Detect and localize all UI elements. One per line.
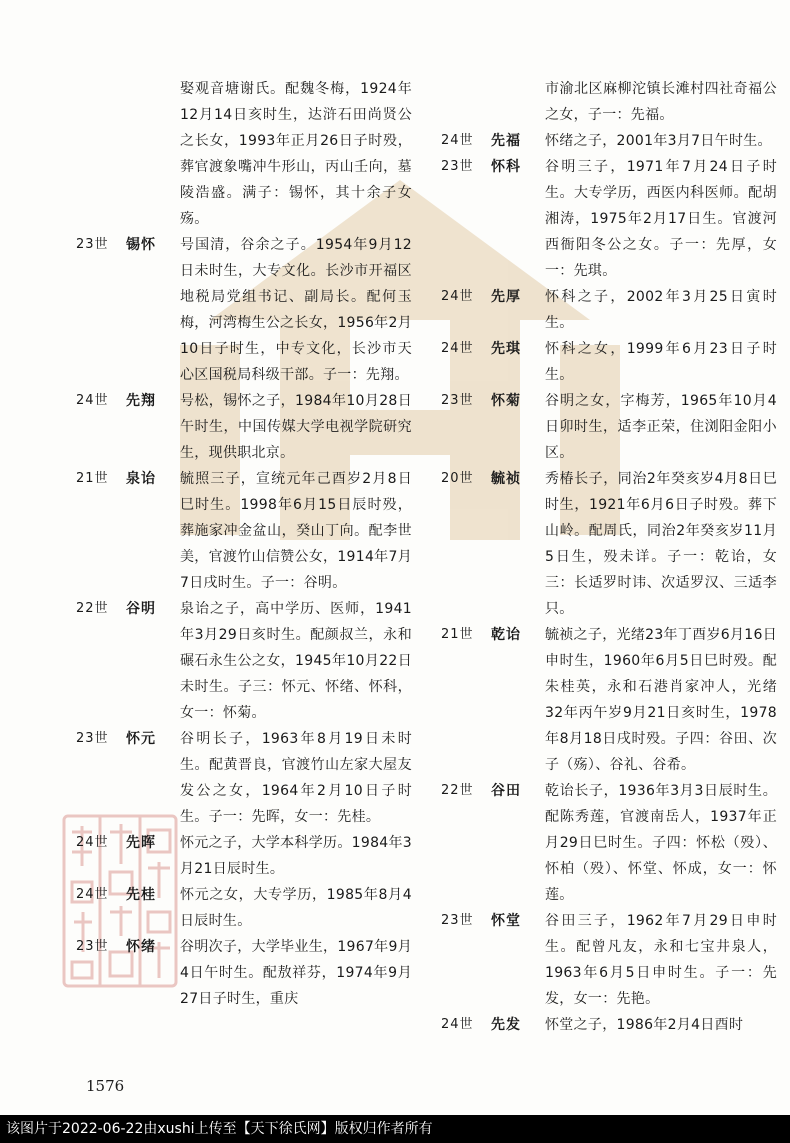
genealogy-entry xyxy=(72,882,412,934)
genealogy-entry xyxy=(72,466,412,596)
entry-text: 谷明之女，字梅芳，1965年10月4日卯时生，适李正荣，住浏阳金阳小区。 xyxy=(545,393,777,461)
person-name: 乾诒 xyxy=(491,627,521,643)
entry-text: 怀元之女，大专学历，1985年8月4日辰时生。 xyxy=(180,887,412,929)
genealogy-entry xyxy=(72,934,412,1012)
entry-text: 娶观音塘谢氏。配魏冬梅，1924年12月14日亥时生，达浒石田尚贤公之长女，1993年正月26日子时殁，葬官渡象嘴冲牛形山，丙山壬向，墓陵浩盛。满子：锡怀，其十余子女殇。 xyxy=(180,81,412,227)
person-name: 谷田 xyxy=(491,783,521,799)
page-number: 1576 xyxy=(86,1077,125,1095)
generation-label: 24世 xyxy=(441,133,474,148)
genealogy-entry xyxy=(72,232,412,388)
generation-label: 24世 xyxy=(441,1017,474,1032)
person-name: 怀堂 xyxy=(491,913,521,929)
generation-label: 24世 xyxy=(76,887,109,902)
genealogy-entry xyxy=(437,284,777,336)
generation-label: 24世 xyxy=(76,393,109,408)
entry-text: 谷明长子，1963年8月19日未时生。配黄晋良，官渡竹山左家大屋友发公之女，1964年2月10日子时生。子一：先晖，女一：先桂。 xyxy=(180,731,412,825)
entry-text: 乾诒长子，1936年3月3日辰时生。配陈秀莲，官渡南岳人，1937年正月29日巳时生。子四：怀松（殁）、怀柏（殁）、怀堂、怀成，女一：怀莲。 xyxy=(545,783,777,903)
person-name: 怀科 xyxy=(491,159,521,175)
generation-label: 23世 xyxy=(76,939,109,954)
generation-label: 23世 xyxy=(441,159,474,174)
person-name: 先琪 xyxy=(491,341,521,357)
genealogy-entry xyxy=(72,726,412,830)
genealogy-entry xyxy=(437,778,777,908)
generation-label: 23世 xyxy=(76,731,109,746)
person-name: 先福 xyxy=(491,133,521,149)
person-name: 怀绪 xyxy=(126,939,156,955)
generation-label: 22世 xyxy=(441,783,474,798)
right-column xyxy=(437,76,777,1038)
entry-text: 泉诒之子，高中学历、医师，1941年3月29日亥时生。配颜叔兰，永和碾石永生公之女，1945年10月22日未时生。子三：怀元、怀绪、怀科，女一：怀菊。 xyxy=(180,601,412,721)
person-name: 锡怀 xyxy=(126,237,156,253)
entry-text: 怀元之子，大学本科学历。1984年3月21日辰时生。 xyxy=(180,835,412,877)
person-name: 怀菊 xyxy=(491,393,521,409)
genealogy-entry xyxy=(72,76,412,232)
entry-text: 毓祯之子，光绪23年丁酉岁6月16日申时生，1960年6月5日巳时殁。配朱桂英，永和石港肖家冲人，光绪32年丙午岁9月21日亥时生，1978年8月18日戌时殁。子四：谷田、次子（殇）、谷礼、谷希。 xyxy=(545,627,777,773)
generation-label: 23世 xyxy=(441,393,474,408)
person-name: 先发 xyxy=(491,1017,521,1033)
person-name: 先桂 xyxy=(126,887,156,903)
entry-text: 市渝北区麻柳沱镇长滩村四社奇福公之女，子一：先福。 xyxy=(545,81,777,123)
genealogy-entry xyxy=(72,830,412,882)
person-name: 毓祯 xyxy=(491,471,521,487)
entry-text: 毓照三子，宣统元年己酉岁2月8日巳时生。1998年6月15日辰时殁，葬施家冲金盆山，癸山丁向。配李世美，官渡竹山信赞公女，1914年7月7日戌时生。子一：谷明。 xyxy=(180,471,412,591)
generation-label: 22世 xyxy=(76,601,109,616)
person-name: 先厚 xyxy=(491,289,521,305)
generation-label: 24世 xyxy=(441,341,474,356)
entry-text: 号国清，谷余之子。1954年9月12日未时生，大专文化。长沙市开福区地税局党组书记、副局长。配何玉梅，河湾梅生公之长女，1956年2月10日子时生，中专文化，长沙市天心区国税局科级干部。子一：先翔。 xyxy=(180,237,412,383)
entry-text: 号松，锡怀之子，1984年10月28日午时生，中国传媒大学电视学院研究生，现供职北京。 xyxy=(180,393,412,461)
left-column xyxy=(72,76,412,1012)
genealogy-entry xyxy=(437,622,777,778)
generation-label: 23世 xyxy=(441,913,474,928)
entry-text: 秀椿长子，同治2年癸亥岁4月8日巳时生，1921年6月6日子时殁。葬下山岭。配周氏，同治2年癸亥岁11月5日生，殁未详。子一：乾诒，女三：长适罗时讳、次适罗汉、三适李只。 xyxy=(545,471,777,617)
person-name: 先晖 xyxy=(126,835,156,851)
generation-label: 24世 xyxy=(76,835,109,850)
entry-text: 谷明次子，大学毕业生，1967年9月4日午时生。配敖祥芬，1974年9月27日子时生，重庆 xyxy=(180,939,412,1007)
genealogy-entry xyxy=(437,908,777,1012)
entry-text: 怀绪之子，2001年3月7日午时生。 xyxy=(545,133,772,149)
person-name: 怀元 xyxy=(126,731,156,747)
upload-footer: 该图片于2022-06-22由xushi上传至【天下徐氏网】版权归作者所有 xyxy=(0,1115,790,1143)
person-name: 先翔 xyxy=(126,393,156,409)
person-name: 谷明 xyxy=(126,601,156,617)
entry-text: 谷明三子，1971年7月24日子时生。大专学历，西医内科医师。配胡湘涛，1975年2月17日生。官渡河西衙阳冬公之女。子一：先厚，女一：先琪。 xyxy=(545,159,777,279)
genealogy-entry xyxy=(437,336,777,388)
generation-label: 21世 xyxy=(441,627,474,642)
genealogy-entry xyxy=(72,596,412,726)
genealogy-entry xyxy=(437,388,777,466)
genealogy-entry xyxy=(437,76,777,128)
genealogy-entry xyxy=(437,466,777,622)
genealogy-entry xyxy=(437,1012,777,1038)
generation-label: 23世 xyxy=(76,237,109,252)
generation-label: 20世 xyxy=(441,471,474,486)
genealogy-entry xyxy=(72,388,412,466)
generation-label: 21世 xyxy=(76,471,109,486)
entry-text: 怀堂之子，1986年2月4日酉时 xyxy=(545,1017,744,1033)
entry-text: 怀科之子，2002年3月25日寅时生。 xyxy=(545,289,777,331)
genealogy-entry xyxy=(437,128,777,154)
entry-text: 怀科之女，1999年6月23日子时生。 xyxy=(545,341,777,383)
entry-text: 谷田三子，1962年7月29日申时生。配曾凡友，永和七宝井泉人，1963年6月5日申时生。子一：先发，女一：先艳。 xyxy=(545,913,777,1007)
person-name: 泉诒 xyxy=(126,471,156,487)
generation-label: 24世 xyxy=(441,289,474,304)
genealogy-entry xyxy=(437,154,777,284)
